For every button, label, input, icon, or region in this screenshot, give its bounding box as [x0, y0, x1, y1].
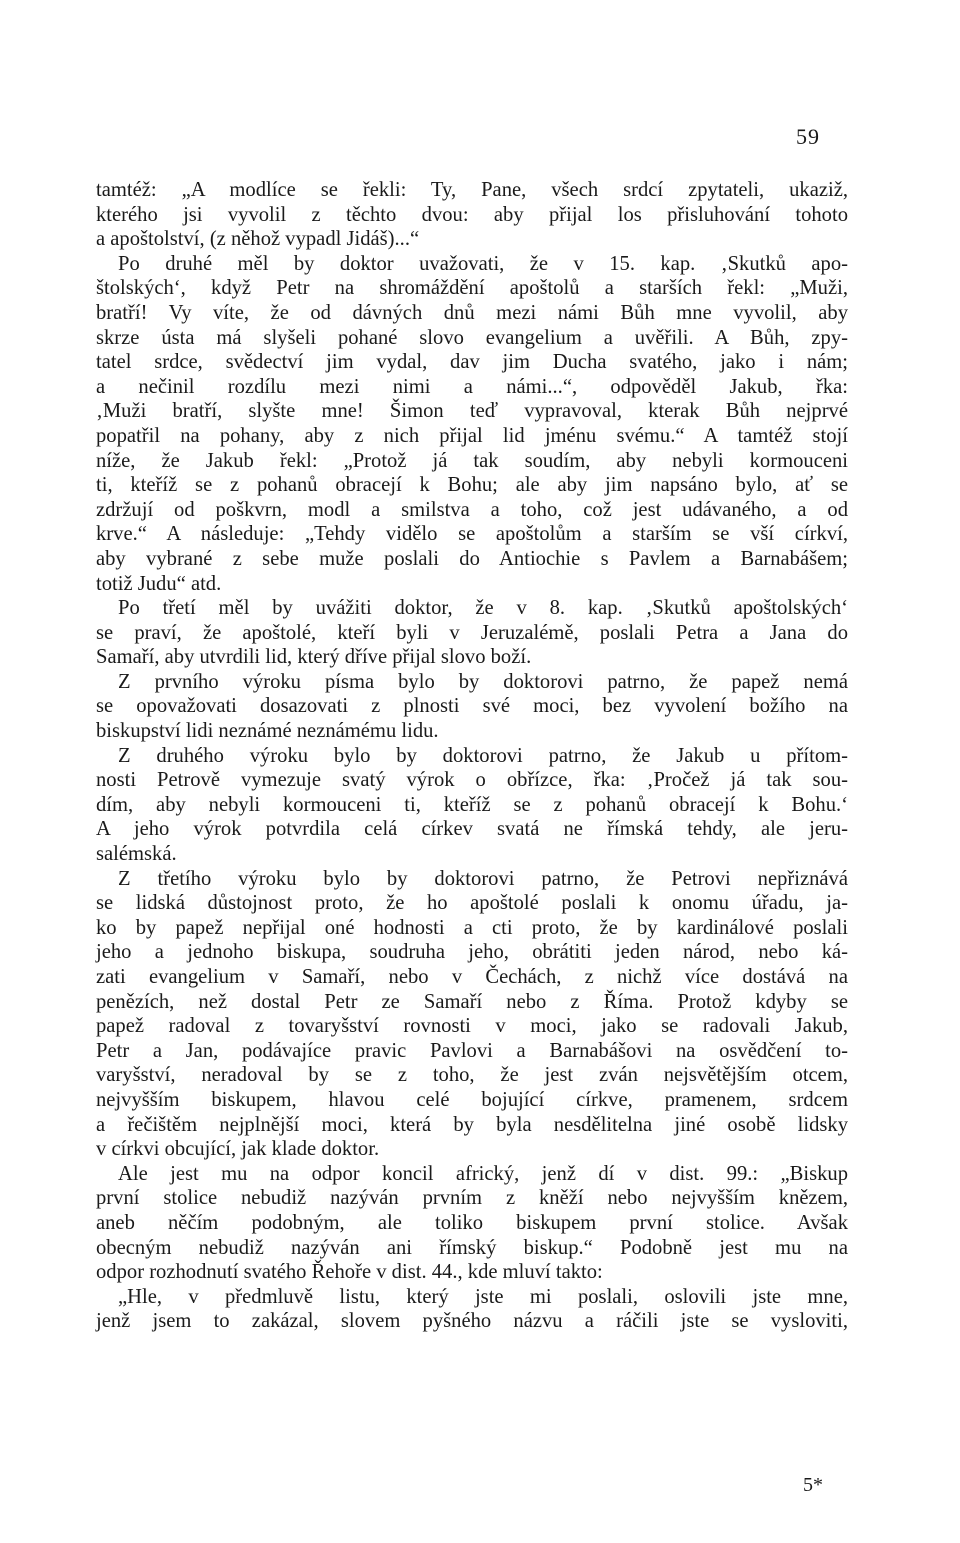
text-line: totiž Judu“ atd.: [96, 572, 222, 595]
text-line: ‚Muži bratří, slyšte mne! Šimon teď vypravoval, kterak Bůh nejprvé: [96, 400, 848, 423]
text-line: bratří! Vy víte, že od dávných dnů mezi námi Bůh mne vyvolil, aby: [96, 301, 848, 324]
text-line: obecným nebudiž nazýván ani římský biskup.“ Podobně jest mu na: [96, 1236, 848, 1259]
text-line: Po druhé měl by doktor uvažovati, že v 15. kap. ‚Skutků apo-: [118, 252, 848, 275]
text-line: se opovažovati dosazovati z plnosti své moci, bez vyvolení božího na: [96, 695, 848, 718]
text-line: nejvyšším biskupem, hlavou celé bojující církve, pramenem, srdcem: [96, 1088, 848, 1111]
text-line: zdržují od poškvrn, modl a smilstva a toho, což jest udávaného, a od: [96, 498, 848, 521]
text-line: odpor rozhodnutí svatého Řehoře v dist. 44., kde mluví takto:: [96, 1261, 603, 1284]
page-number: 59: [796, 124, 820, 149]
text-line: Z třetího výroku bylo by doktorovi patrno, že Petrovi nepřiznává: [118, 867, 848, 890]
signature-mark: 5*: [803, 1474, 823, 1496]
text-line: tamtéž: „A modlíce se řekli: Ty, Pane, všech srdcí zpytateli, ukaziž,: [96, 179, 848, 201]
text-line: papež radoval z tovaryšství rovnosti v moci, jako se radovali Jakub,: [96, 1015, 848, 1038]
text-line: jenž jsem to zakázal, slovem pyšného názvu a ráčili jste se vysloviti,: [96, 1310, 848, 1333]
text-line: „Hle, v předmluvě listu, který jste mi poslali, oslovili jste mne,: [118, 1285, 848, 1308]
text-line: se lidská důstojnost proto, že ho apoštolé poslali k onomu úřadu, ja-: [96, 892, 848, 915]
text-line: penězích, než dostal Petr ze Samaří nebo z Říma. Protož kdyby se: [96, 990, 848, 1013]
text-line: Petr a Jan, podávajíce pravic Pavlovi a Barnabášovi na osvědčení to-: [96, 1039, 848, 1062]
text-line: se praví, že apoštolé, kteří byli v Jeruzalémě, poslali Petra a Jana do: [96, 621, 848, 644]
text-line: salémská.: [96, 843, 177, 866]
text-line: Z druhého výroku bylo by doktorovi patrno, že Jakub u přítom-: [118, 744, 848, 767]
text-line: Po třetí měl by uvážiti doktor, že v 8. kap. ‚Skutků apoštolských‘: [118, 597, 848, 620]
text-line: skrze ústa má slyšeli pohané slovo evangelium a uvěřili. A Bůh, zpy-: [96, 326, 848, 349]
text-line: Z prvního výroku písma bylo by doktorovi patrno, že papež nemá: [118, 670, 848, 693]
page-text: [96, 178, 848, 1334]
text-line: biskupství lidi neznámé neznámému lidu.: [96, 720, 439, 743]
text-line: štolských‘, když Petr na shromáždění apoštolů a starších řekl: „Muži,: [96, 277, 848, 300]
text-line: aneb něčím podobným, ale toliko biskupem první stolice. Avšak: [96, 1211, 848, 1234]
text-line: aby vybrané z sebe muže poslali do Antiochie s Pavlem a Barnabášem;: [96, 547, 848, 570]
text-line: nosti Petrově vymezuje svatý výrok o obřízce, řka: ‚Pročež já tak sou-: [96, 769, 848, 792]
text-line: Ale jest mu na odpor koncil africký, jenž dí v dist. 99.: „Biskup: [118, 1162, 848, 1185]
text-line: a nečinil rozdílu mezi nimi a námi...“, odpověděl Jakub, řka:: [96, 375, 848, 398]
text-line: A jeho výrok potvrdila celá církev svatá ne římská tehdy, ale jeru-: [96, 818, 848, 841]
text-line: varyšství, neradoval by se z toho, že jest zván nejsvětějším otcem,: [96, 1064, 848, 1087]
text-line: první stolice nebudiž nazýván prvním z kněží nebo nejvyšším knězem,: [96, 1187, 848, 1210]
text-line: krve.“ A následuje: „Tehdy vidělo se apoštolům a starším se vší církví,: [96, 523, 848, 546]
text-line: zati evangelium v Samaří, nebo v Čechách, z nichž více dostává na: [96, 966, 848, 988]
text-line: ti, kteříž se z pohanů obracejí k Bohu; ale aby jim napsáno bylo, ať se: [96, 474, 848, 497]
text-line: níže, že Jakub řekl: „Protož já tak soudím, aby nebyli kormouceni: [96, 449, 848, 472]
text-line: a řečištěm nejplnější moci, která by byla nesdělitelna jiné osobě lidsky: [96, 1113, 848, 1136]
text-line: kterého jsi vyvolil z těchto dvou: aby přijal los přisluhování tohoto: [96, 203, 848, 226]
text-line: ko by papež nepřijal oné hodnosti a cti proto, že by kardinálové poslali: [96, 916, 848, 939]
text-line: v církvi obcující, jak klade doktor.: [96, 1138, 380, 1161]
text-line: dím, aby nebyli kormouceni ti, kteříž se z pohanů obracejí k Bohu.‘: [96, 793, 848, 816]
text-line: tatel srdce, svědectví jim vydal, dav jim Ducha svatého, jako i nám;: [96, 351, 848, 374]
text-line: popatřil na pohany, aby z nich přijal lid jménu svému.“ A tamtéž stojí: [96, 424, 848, 447]
text-line: jeho a jednoho biskupa, soudruha jeho, obrátiti jeden národ, nebo ká-: [96, 941, 848, 964]
text-line: Samaří, aby utvrdili lid, který dříve přijal slovo boží.: [96, 646, 532, 669]
text-line: a apoštolství, (z něhož vypadl Jidáš)...“: [96, 228, 420, 251]
